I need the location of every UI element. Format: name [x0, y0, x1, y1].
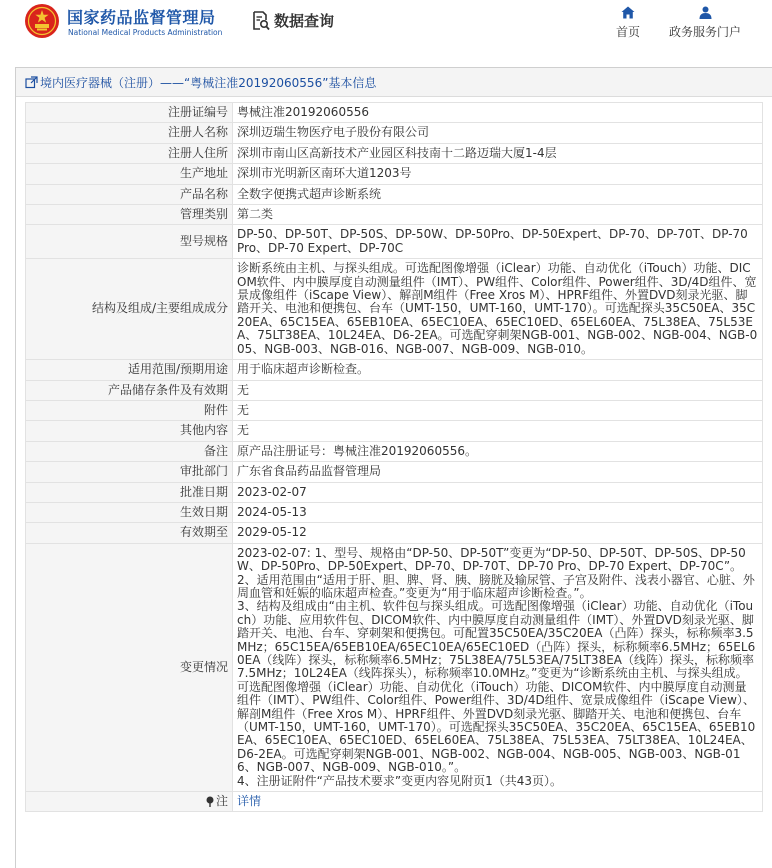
row-value: 无	[233, 400, 763, 420]
row-value: 诊断系统由主机、与探头组成。可选配图像增强（iClear）功能、自动优化（iTouch）功能、DICOM软件、内中膜厚度自动测量组件（IMT）、PW组件、Color组件、Power组件、3D/4D组件、宽景成像组件（iScape View）、解剖M组件（Free Xros M）、HPRF组件、外置DVD刻录光驱、脚踏开关、电池和便携包、台车（UMT-150，UMT-160，UMT-170）。可选配探头35C50EA、35C20EA、65C15EA、65EB10EA、65EC10EA、65EC10ED、65EL60EA、75L38EA、75L53EA、75LT38EA、10L24EA、D6-2EA。可选配穿刺架NGB-001、NGB-002、NGB-004、NGB-005、NGB-003、NGB-016、NGB-007、NGB-009、NGB-010。	[233, 259, 763, 360]
row-label: 管理类别	[26, 205, 233, 225]
row-value: 2029-05-12	[233, 523, 763, 543]
row-value: 无	[233, 421, 763, 441]
home-icon	[621, 6, 635, 19]
row-label: 批准日期	[26, 482, 233, 502]
table-row	[26, 421, 763, 441]
row-label: 适用范围/预期用途	[26, 360, 233, 380]
table-row	[26, 462, 763, 482]
note-label-cell	[26, 792, 233, 812]
nav-service-portal[interactable]	[664, 6, 746, 40]
table-row	[26, 123, 763, 143]
table-row	[26, 259, 763, 360]
row-label: 产品名称	[26, 184, 233, 204]
user-icon	[699, 6, 712, 19]
nav-service-portal-label: 政务服务门户	[668, 25, 741, 39]
row-value: 第二类	[233, 205, 763, 225]
row-value: 2024-05-13	[233, 502, 763, 522]
row-label: 变更情况	[26, 543, 233, 791]
table-row	[26, 543, 763, 791]
row-value: 全数字便携式超声诊断系统	[233, 184, 763, 204]
table-row	[26, 400, 763, 420]
nav-home[interactable]	[612, 6, 644, 40]
page-title: 境内医疗器械（注册）——“粤械注准20192060556”基本信息	[40, 76, 377, 90]
row-label: 型号规格	[26, 225, 233, 259]
nav-home-label: 首页	[615, 25, 640, 39]
row-label: 生效日期	[26, 502, 233, 522]
row-value: DP-50、DP-50T、DP-50S、DP-50W、DP-50Pro、DP-50Expert、DP-70、DP-70T、DP-70 Pro、DP-70 Expert、DP-70C	[233, 225, 763, 259]
table-row	[26, 225, 763, 259]
row-label: 审批部门	[26, 462, 233, 482]
table-row	[26, 380, 763, 400]
brand-title: 国家药品监督管理局	[67, 8, 216, 27]
row-label: 注册证编号	[26, 103, 233, 123]
info-table	[25, 102, 763, 812]
row-label: 注册人名称	[26, 123, 233, 143]
panel-titlebar	[16, 68, 772, 97]
table-row	[26, 103, 763, 123]
external-link-icon	[25, 76, 38, 89]
table-row	[26, 523, 763, 543]
row-value: 用于临床超声诊断检查。	[233, 360, 763, 380]
note-label: 注	[215, 794, 228, 809]
table-row	[26, 441, 763, 461]
row-label: 结构及组成/主要组成成分	[26, 259, 233, 360]
row-label: 注册人住所	[26, 143, 233, 163]
row-value: 粤械注准20192060556	[233, 103, 763, 123]
row-value: 深圳市光明新区南环大道1203号	[233, 164, 763, 184]
data-query-label: 数据查询	[274, 12, 335, 30]
note-value-cell	[233, 792, 763, 812]
brand-subtitle: National Medical Products Administration	[68, 28, 223, 37]
breadcrumb	[25, 74, 376, 91]
site-header	[0, 0, 772, 50]
row-value: 2023-02-07: 1、型号、规格由“DP-50、DP-50T”变更为“DP-50、DP-50T、DP-50S、DP-50W、DP-50Pro、DP-50Expert、DP-70、DP-70T、DP-70 Pro、DP-70 Expert、DP-70C”。 2、适用范围由“适用于肝、胆、脾、肾、胰、膀胱及输尿管、子宫及附件、浅表小器官、心脏、外周血管和妊娠的临床超声检查。”变更为“用于临床超声诊断检查。”。 3、结构及组成由“由主机、软件包与探头组成。可选配图像增强（iClear）功能、自动优化（iTouch）功能、应用软件包、DICOM软件、内中膜厚度自动测量组件（IMT）、外置DVD刻录光驱、脚踏开关、电池、台车、穿刺架和便携包。可配置35C50EA/35C20EA（凸阵）探头，标称频率3.5MHz；65C15EA/65EB10EA/65EC10EA/65EC10ED（凸阵）探头，标称频率6.5MHz；65EL60EA（线阵）探头，标称频率6.5MHz；75L38EA/75L53EA/75LT38EA（线阵）探头，标称频率7.5MHz；10L24EA（线阵探头），标称频率10.0MHz。”变更为“诊断系统由主机、与探头组成。可选配图像增强（iClear）功能、自动优化（iTouch）功能、DICOM软件、内中膜厚度自动测量组件（IMT）、PW组件、Color组件、Power组件、3D/4D组件、宽景成像组件（iScape View）、解剖M组件（Free Xros M）、HPRF组件、外置DVD刻录光驱、脚踏开关、电池和便携包、台车（UMT-150，UMT-160，UMT-170）。可选配探头35C50EA、35C20EA、65C15EA、65EB10EA、65EC10EA、65EC10ED、65EL60EA、75L38EA、75L53EA、75LT38EA、10L24EA、D6-2EA。可选配穿刺架NGB-001、NGB-002、NGB-004、NGB-005、NGB-003、NGB-016、NGB-007、NGB-009、NGB-010。”。 4、注册证附件“产品技术要求”变更内容见附页1（共43页）。	[233, 543, 763, 791]
row-label: 产品储存条件及有效期	[26, 380, 233, 400]
pin-icon	[205, 796, 215, 807]
row-value: 2023-02-07	[233, 482, 763, 502]
row-value: 无	[233, 380, 763, 400]
details-link[interactable]: 详情	[237, 794, 262, 809]
table-row	[26, 143, 763, 163]
row-label: 生产地址	[26, 164, 233, 184]
row-value: 原产品注册证号：粤械注准20192060556。	[233, 441, 763, 461]
row-value: 深圳迈瑞生物医疗电子股份有限公司	[233, 123, 763, 143]
table-row	[26, 205, 763, 225]
table-row	[26, 184, 763, 204]
table-row	[26, 482, 763, 502]
national-emblem-icon	[24, 3, 60, 39]
table-row	[26, 164, 763, 184]
row-label: 其他内容	[26, 421, 233, 441]
table-row	[26, 360, 763, 380]
table-row	[26, 502, 763, 522]
row-value: 广东省食品药品监督管理局	[233, 462, 763, 482]
document-search-icon	[252, 11, 270, 31]
row-value: 深圳市南山区高新技术产业园区科技南十二路迈瑞大厦1-4层	[233, 143, 763, 163]
row-label: 有效期至	[26, 523, 233, 543]
row-label: 附件	[26, 400, 233, 420]
detail-panel	[15, 67, 772, 868]
row-label: 备注	[26, 441, 233, 461]
table-row-note	[26, 792, 763, 812]
data-query-link[interactable]	[252, 10, 334, 31]
